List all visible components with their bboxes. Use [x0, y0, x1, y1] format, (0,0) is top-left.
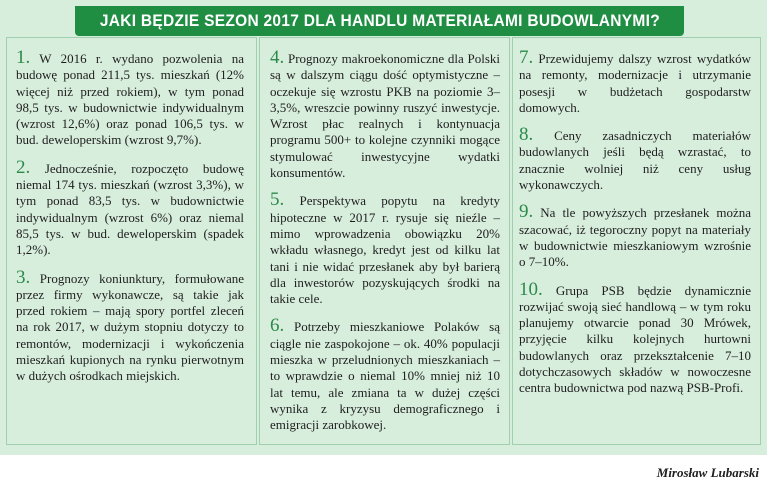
article-title: JAKI BĘDZIE SEZON 2017 DLA HANDLU MATERIAŁAMI BUDOWLANYMI? [99, 11, 660, 30]
item-number: 5. [270, 189, 285, 211]
list-item [270, 47, 500, 181]
item-number: 4. [270, 47, 285, 68]
item-number: 7. [519, 47, 534, 68]
item-text: Jednocześnie, rozpoczęto budowę niemal 174 tys. mieszkań (wzrost 3,3%), w tym ponad 83,5 tys. w budownictwie indywidualnym (wzrost 6%) oraz niemal 85,5 tys. w bud. deweloperskim (spadek 1,2%). [16, 160, 244, 258]
list-item [519, 124, 751, 193]
item-number: 3. [16, 266, 31, 288]
item-text: Ceny zasadniczych materiałów budowlanych jeśli będą wzrastać, to znacznie wolniej niż ceny usług wykonawczych. [519, 128, 751, 193]
list-item [16, 266, 244, 385]
item-number: 2. [16, 156, 31, 178]
item-text: Na tle powyższych przesłanek można szacować, iż tegoroczny popyt na materiały w budownictwie mieszkaniowym wzrośnie o 7–10%. [519, 205, 751, 270]
item-text: Prognozy koniunktury, formułowane przez firmy wykonawcze, są takie jak przed rokiem – mają spory portfel zleceń na rok 2017, w dużym stopniu dotyczy to remontów, modernizacji i wykończenia mieszkań kupionych na rynku pierwotnym w dużych ośrodkach miejskich. [16, 270, 244, 384]
item-number: 8. [519, 124, 534, 146]
list-item [519, 201, 751, 270]
item-text: Grupa PSB będzie dynamicznie rozwijać swoją sieć handlową – w tym roku planujemy otwarcie ponad 30 Mrówek, przyjęcie kilku kolejnych hurtowni budowlanych oraz przekształcenie 7–10 dotychczasowych składów w nowoczesne centra budownictwa pod nazwą PSB-Profi. [519, 282, 751, 396]
column-2 [270, 47, 500, 446]
column-3 [519, 47, 751, 409]
item-number: 6. [270, 315, 285, 337]
list-item [16, 156, 244, 259]
author-signature: Mirosław Lubarski [656, 465, 759, 480]
item-text: Prognozy makroekonomiczne dla Polski są w dalszym ciągu dość optymistyczne – oczekuje się wzrostu PKB na poziomie 3–3,5%, wreszcie powinny ruszyć inwestycje. Wzrost płac realnych i kontynuacja programu 500+ to kolejne czynniki mogące stymulować inwestycyjne wydatki konsumentów. [270, 51, 500, 181]
item-number: 10. [519, 278, 543, 300]
list-item [519, 47, 751, 116]
list-item [16, 47, 244, 149]
list-item [270, 315, 500, 433]
item-text: Perspektywa popytu na kredyty hipoteczne w 2017 r. rysuje się nieźle – mimo wprowadzenia obowiązku 20% wkładu własnego, kredyt jest od kilku lat tani i nie widać przesłanek aby był barierą dla inwestorów pozyskujących środki na takie cele. [270, 193, 500, 307]
list-item [519, 278, 751, 397]
column-1 [16, 47, 244, 397]
list-item [270, 189, 500, 307]
item-number: 1. [16, 47, 31, 68]
item-text: Przewidujemy dalszy wzrost wydatków na remonty, modernizacje i utrzymanie posesji w budżetach gospodarstw domowych. [519, 51, 751, 115]
item-number: 9. [519, 201, 534, 223]
item-text: Potrzeby mieszkaniowe Polaków są ciągle nie zaspokojone – ok. 40% populacji mieszka w przeludnionych mieszkaniach – to wprawdzie o niemal 10% mniej niż 10 lat temu, ale zmiana ta w dużej części wynika z kryzysu demograficznego i emigracji zarobkowej. [270, 319, 500, 433]
title-banner [75, 6, 684, 36]
item-text: W 2016 r. wydano pozwolenia na budowę ponad 211,5 tys. mieszkań (12% więcej niż przed rokiem), w tym ponad 98,5 tys. w budownictwie indywidualnym (wzrost 12,6%) oraz ponad 106,5 tys. w bud. deweloperskim (wzrost 9,7%). [16, 51, 244, 148]
